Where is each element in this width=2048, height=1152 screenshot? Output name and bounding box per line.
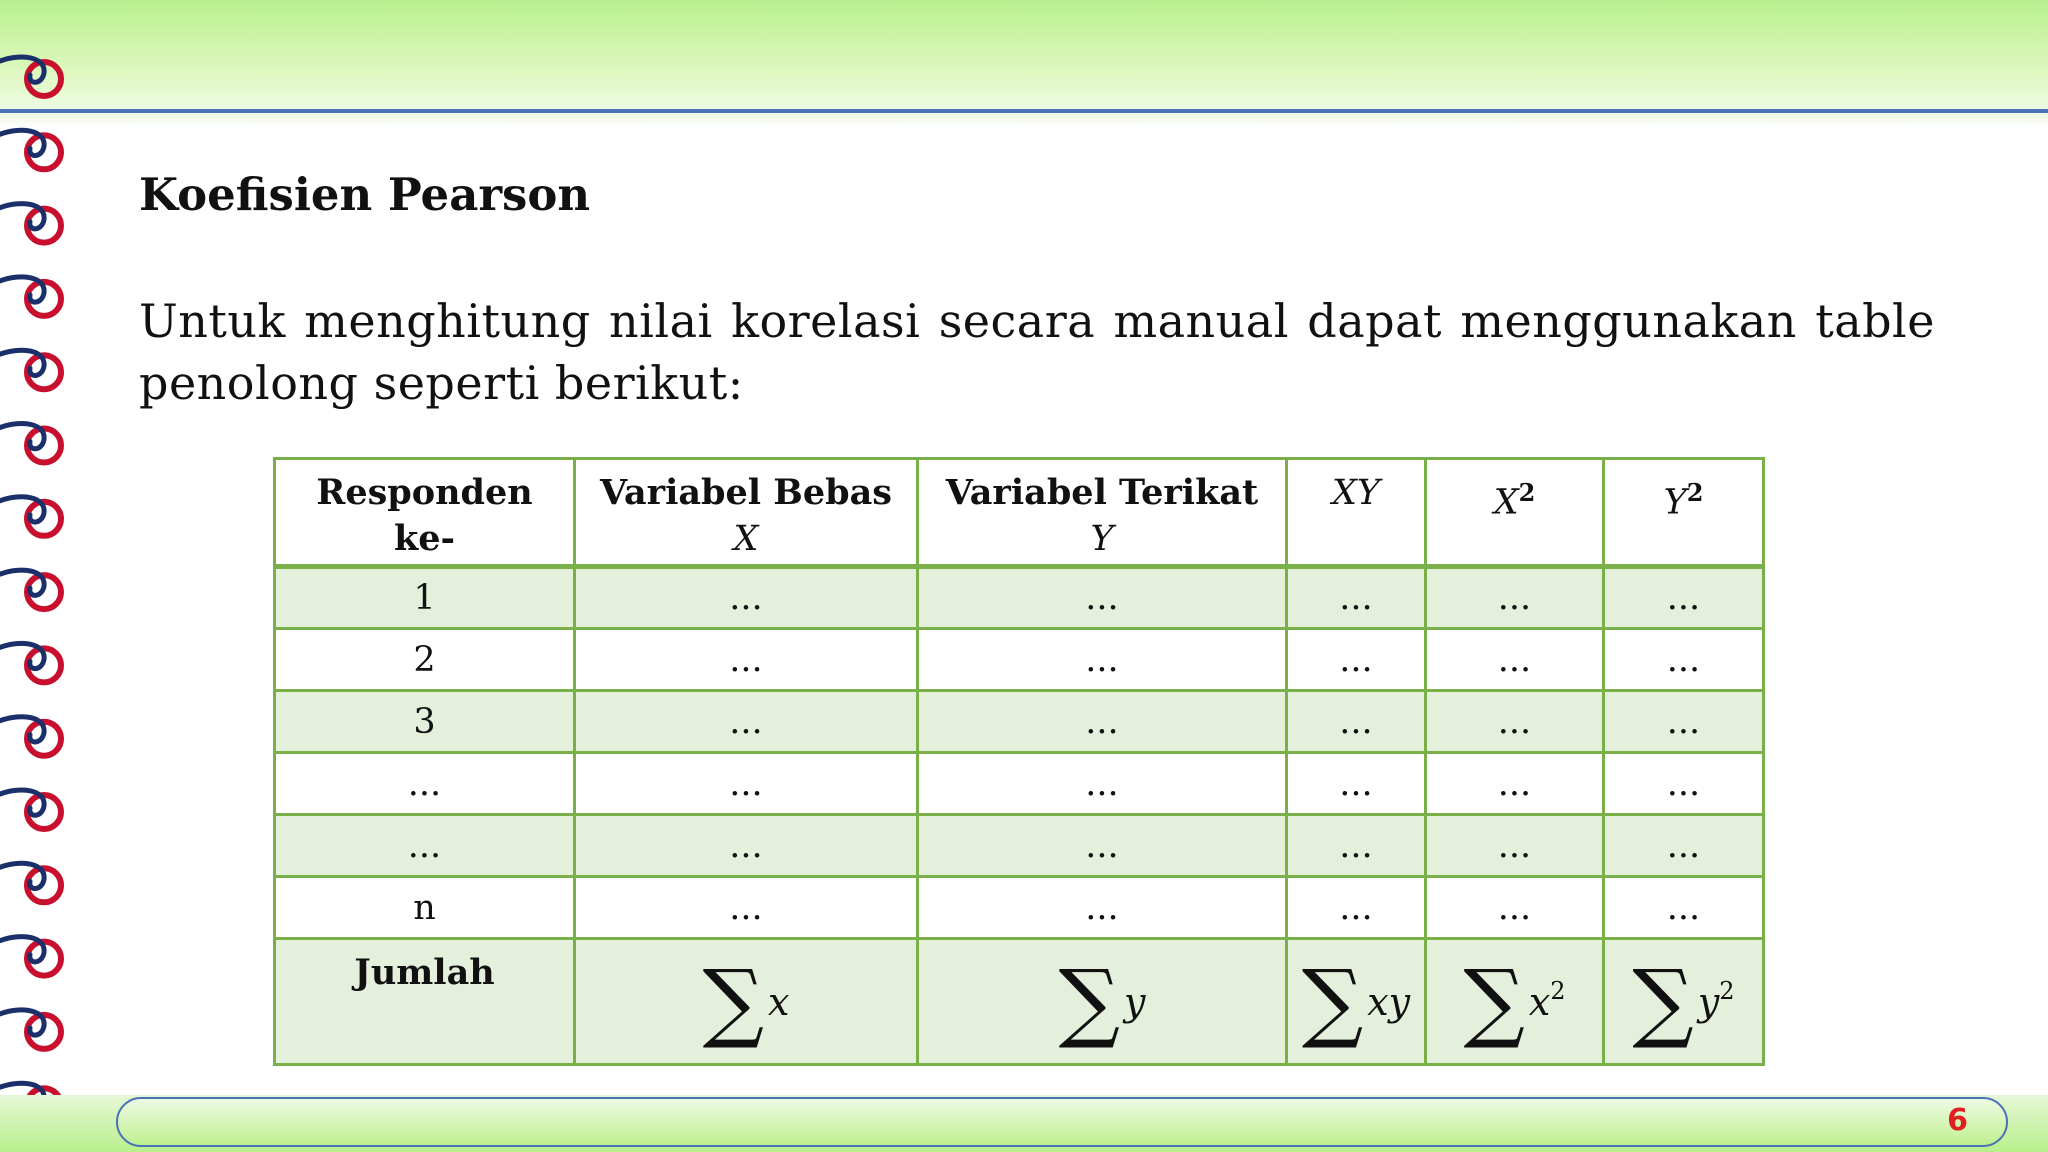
- table-total-row: [275, 939, 1764, 1065]
- table-cell: ...: [918, 567, 1287, 629]
- spiral-ring-icon: [0, 1010, 61, 1049]
- table-cell: ...: [918, 877, 1287, 939]
- spiral-ring-icon: [0, 863, 61, 902]
- total-label: Jumlah: [275, 939, 575, 1065]
- table-cell: ...: [275, 753, 575, 815]
- table-cell: ...: [1426, 691, 1604, 753]
- table-cell: ...: [275, 815, 575, 877]
- table-cell: ...: [1426, 877, 1604, 939]
- table-cell: ...: [1287, 629, 1426, 691]
- table-cell: ...: [1287, 753, 1426, 815]
- table-cell: ...: [1287, 691, 1426, 753]
- table-cell: ...: [1426, 629, 1604, 691]
- sum-xy: ∑ xy: [1287, 939, 1426, 1065]
- footer-bar: [116, 1097, 2008, 1147]
- table-cell: ...: [575, 567, 918, 629]
- table-cell: ...: [1287, 815, 1426, 877]
- table-row: [275, 753, 1764, 815]
- table-cell: ...: [1604, 629, 1764, 691]
- table-cell: ...: [575, 691, 918, 753]
- slide-title: Koefisien Pearson: [139, 168, 591, 221]
- header-variabel-bebas: Variabel Bebas X: [575, 459, 918, 567]
- spiral-ring-icon: [0, 717, 61, 756]
- table-row: [275, 567, 1764, 629]
- table-cell: ...: [918, 629, 1287, 691]
- table-cell: ...: [1604, 753, 1764, 815]
- header-band: [0, 0, 2048, 110]
- spiral-ring-icon: [0, 570, 61, 609]
- table-cell: 1: [275, 567, 575, 629]
- table-cell: ...: [1604, 877, 1764, 939]
- table-row: [275, 629, 1764, 691]
- table-cell: ...: [918, 815, 1287, 877]
- table-cell: ...: [1426, 753, 1604, 815]
- pearson-helper-table: [273, 457, 1765, 1066]
- sum-x-squared: ∑ $x^2$: [1426, 939, 1604, 1065]
- spiral-ring-icon: [0, 424, 61, 463]
- table-row: [275, 691, 1764, 753]
- spiral-ring-icon: [0, 57, 61, 96]
- table-cell: 2: [275, 629, 575, 691]
- sum-x: ∑ x: [575, 939, 918, 1065]
- spiral-ring-icon: [0, 790, 61, 829]
- page-number: 6: [1947, 1103, 1968, 1138]
- table-cell: ...: [575, 753, 918, 815]
- table-cell: ...: [918, 691, 1287, 753]
- table-cell: n: [275, 877, 575, 939]
- spiral-ring-icon: [0, 643, 61, 682]
- table-cell: ...: [575, 629, 918, 691]
- header-xy: XY: [1287, 459, 1426, 567]
- table-cell: ...: [1604, 815, 1764, 877]
- header-variabel-terikat: Variabel Terikat Y: [918, 459, 1287, 567]
- table-cell: ...: [1287, 567, 1426, 629]
- intro-paragraph: Untuk menghitung nilai korelasi secara manual dapat menggunakan table penolong seperti berikut:: [139, 294, 1935, 410]
- table-cell: ...: [918, 753, 1287, 815]
- table-cell: ...: [1426, 567, 1604, 629]
- table-cell: ...: [1604, 691, 1764, 753]
- header-responden: Responden ke-: [275, 459, 575, 567]
- table-cell: ...: [1426, 815, 1604, 877]
- spiral-ring-icon: [0, 277, 61, 316]
- table-cell: ...: [575, 877, 918, 939]
- spiral-ring-icon: [0, 497, 61, 536]
- spiral-ring-icon: [0, 130, 61, 169]
- spiral-ring-icon: [0, 350, 61, 389]
- header-y-squared: $Y^2$: [1604, 459, 1764, 567]
- notebook-spiral: [0, 52, 70, 1132]
- sum-y: ∑ y: [918, 939, 1287, 1065]
- header-divider-shadow: [0, 113, 2048, 127]
- table-cell: ...: [575, 815, 918, 877]
- table-header-row: [275, 459, 1764, 567]
- header-x-squared: $X^2$: [1426, 459, 1604, 567]
- table-row: [275, 815, 1764, 877]
- spiral-ring-icon: [0, 937, 61, 976]
- sum-y-squared: ∑ $y^2$: [1604, 939, 1764, 1065]
- table-row: [275, 877, 1764, 939]
- table-cell: 3: [275, 691, 575, 753]
- table-cell: ...: [1287, 877, 1426, 939]
- spiral-ring-icon: [0, 204, 61, 243]
- table-cell: ...: [1604, 567, 1764, 629]
